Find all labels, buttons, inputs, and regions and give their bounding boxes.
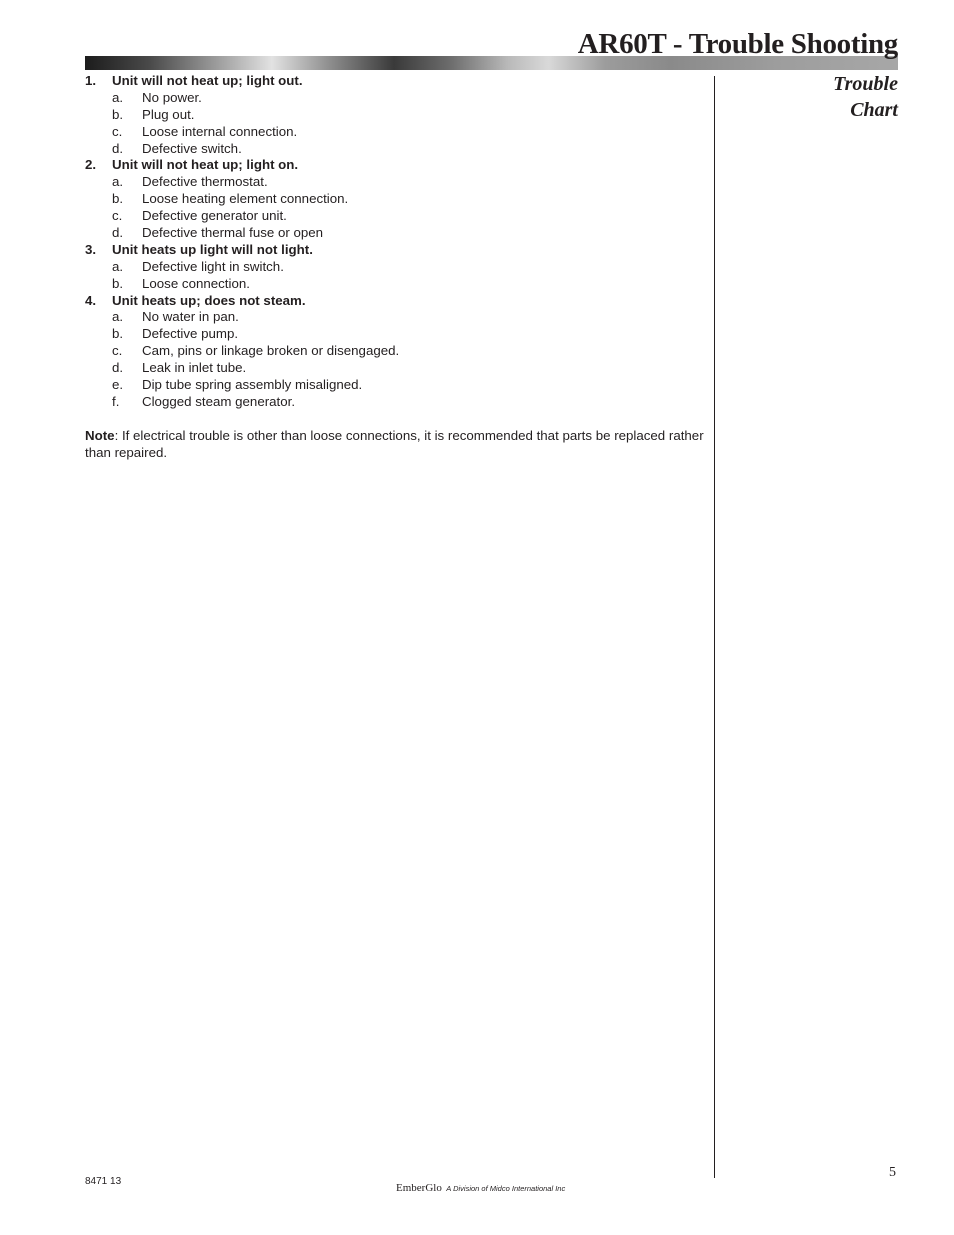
cause-letter: f. bbox=[112, 393, 120, 409]
cause-item bbox=[85, 259, 705, 276]
document-code: 8471 13 bbox=[85, 1176, 122, 1187]
cause-text: Clogged steam generator. bbox=[142, 393, 296, 409]
cause-text: Plug out. bbox=[142, 106, 195, 122]
cause-text: Defective thermal fuse or open bbox=[142, 225, 324, 241]
page-title: AR60T - Trouble Shooting bbox=[577, 28, 898, 60]
cause-item bbox=[85, 208, 705, 225]
cause-text: Cam, pins or linkage broken or disengaged. bbox=[142, 343, 400, 359]
item-number: 3. bbox=[85, 241, 97, 257]
brand-tagline: A Division of Midco International Inc bbox=[446, 1184, 566, 1193]
cause-letter: d. bbox=[112, 140, 124, 156]
item-number: 4. bbox=[85, 292, 97, 308]
cause-letter: c. bbox=[112, 208, 123, 224]
cause-item bbox=[85, 107, 705, 124]
cause-text: Leak in inlet tube. bbox=[142, 360, 247, 376]
item-heading: Unit heats up; does not steam. bbox=[112, 292, 306, 308]
column-divider bbox=[714, 76, 715, 1178]
note-text: : If electrical trouble is other than loose connections, it is recommended that parts be replaced rather than repaired. bbox=[85, 427, 704, 460]
trouble-item bbox=[85, 73, 705, 157]
cause-text: Loose connection. bbox=[142, 275, 250, 291]
footer-brand bbox=[396, 1178, 565, 1196]
item-heading: Unit will not heat up; light out. bbox=[112, 73, 303, 88]
cause-item bbox=[85, 309, 705, 326]
cause-text: Loose heating element connection. bbox=[142, 191, 349, 207]
cause-item bbox=[85, 377, 705, 394]
item-heading: Unit heats up light will not light. bbox=[112, 241, 313, 257]
note-label: Note bbox=[85, 427, 115, 443]
page-number: 5 bbox=[889, 1165, 896, 1180]
cause-item bbox=[85, 343, 705, 360]
trouble-item bbox=[85, 157, 705, 241]
cause-item bbox=[85, 225, 705, 242]
cause-letter: c. bbox=[112, 343, 123, 359]
item-number: 1. bbox=[85, 73, 97, 88]
cause-item bbox=[85, 276, 705, 293]
cause-letter: b. bbox=[112, 275, 124, 291]
cause-text: Defective generator unit. bbox=[142, 208, 287, 224]
cause-text: Dip tube spring assembly misaligned. bbox=[142, 377, 363, 393]
cause-text: Defective switch. bbox=[142, 140, 242, 156]
cause-item bbox=[85, 326, 705, 343]
cause-text: Defective thermostat. bbox=[142, 174, 268, 190]
side-heading-line2: Chart bbox=[850, 99, 898, 121]
cause-letter: a. bbox=[112, 309, 124, 325]
cause-text: Defective pump. bbox=[142, 326, 239, 342]
cause-text: Loose internal connection. bbox=[142, 123, 298, 139]
cause-item bbox=[85, 141, 705, 158]
note-paragraph bbox=[85, 427, 705, 461]
side-heading-line1: Trouble bbox=[833, 73, 898, 95]
cause-item bbox=[85, 191, 705, 208]
trouble-item bbox=[85, 293, 705, 411]
item-heading: Unit will not heat up; light on. bbox=[112, 157, 299, 173]
trouble-list bbox=[85, 73, 705, 474]
cause-text: Defective light in switch. bbox=[142, 258, 284, 274]
cause-letter: b. bbox=[112, 106, 124, 122]
cause-letter: b. bbox=[112, 326, 124, 342]
cause-letter: b. bbox=[112, 191, 124, 207]
cause-item bbox=[85, 394, 705, 411]
cause-letter: d. bbox=[112, 360, 124, 376]
cause-item bbox=[85, 90, 705, 107]
cause-letter: c. bbox=[112, 123, 123, 139]
cause-letter: d. bbox=[112, 225, 124, 241]
cause-item bbox=[85, 124, 705, 141]
cause-item bbox=[85, 360, 705, 377]
cause-letter: a. bbox=[112, 174, 124, 190]
cause-item bbox=[85, 174, 705, 191]
cause-letter: e. bbox=[112, 377, 124, 393]
cause-text: No power. bbox=[142, 89, 202, 105]
cause-letter: a. bbox=[112, 258, 124, 274]
cause-text: No water in pan. bbox=[142, 309, 239, 325]
trouble-item bbox=[85, 242, 705, 293]
side-heading bbox=[833, 71, 898, 123]
cause-letter: a. bbox=[112, 89, 124, 105]
brand-name: EmberGlo bbox=[396, 1182, 442, 1194]
item-number: 2. bbox=[85, 157, 97, 173]
